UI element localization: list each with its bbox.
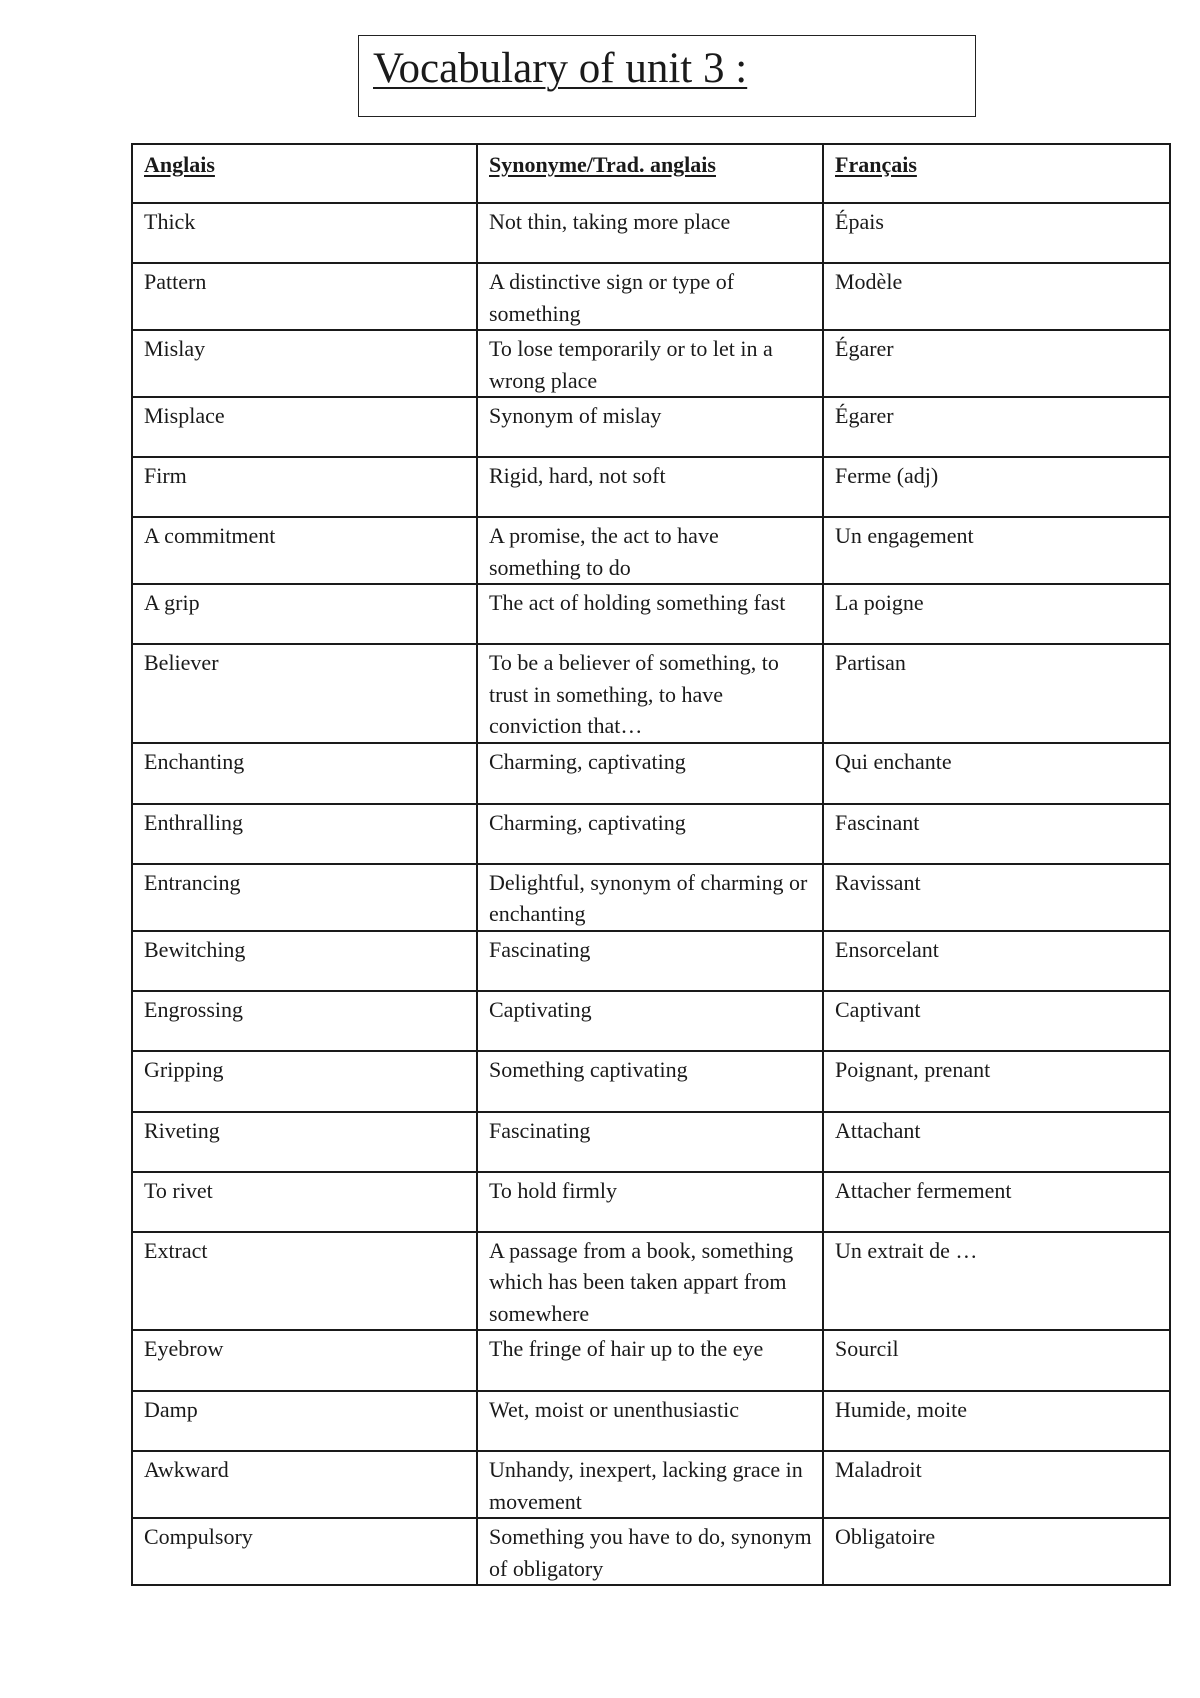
cell-french: Poignant, prenant <box>823 1051 1170 1112</box>
cell-english: A commitment <box>132 517 477 584</box>
cell-synonym: A passage from a book, something which has been taken appart from somewhere <box>477 1232 823 1331</box>
table-row <box>132 584 1170 644</box>
table-row <box>132 1232 1170 1331</box>
cell-french: Humide, moite <box>823 1391 1170 1451</box>
cell-english: Enchanting <box>132 743 477 804</box>
cell-english: A grip <box>132 584 477 644</box>
cell-french: Captivant <box>823 991 1170 1051</box>
table-header-row <box>132 144 1170 203</box>
cell-french: Modèle <box>823 263 1170 330</box>
cell-french: Ravissant <box>823 864 1170 931</box>
cell-synonym: Fascinating <box>477 931 823 991</box>
cell-synonym: Charming, captivating <box>477 804 823 864</box>
table-row <box>132 1391 1170 1451</box>
table-row <box>132 517 1170 584</box>
cell-synonym: Fascinating <box>477 1112 823 1172</box>
cell-synonym: The fringe of hair up to the eye <box>477 1330 823 1391</box>
table-row <box>132 644 1170 743</box>
table-row <box>132 1518 1170 1585</box>
cell-english: Bewitching <box>132 931 477 991</box>
cell-english: Believer <box>132 644 477 743</box>
cell-synonym: To hold firmly <box>477 1172 823 1232</box>
cell-synonym: Something you have to do, synonym of obligatory <box>477 1518 823 1585</box>
cell-french: Attachant <box>823 1112 1170 1172</box>
cell-synonym: Captivating <box>477 991 823 1051</box>
cell-english: Thick <box>132 203 477 263</box>
cell-synonym: The act of holding something fast <box>477 584 823 644</box>
table-row <box>132 330 1170 397</box>
cell-synonym: Delightful, synonym of charming or enchanting <box>477 864 823 931</box>
cell-synonym: Charming, captivating <box>477 743 823 804</box>
cell-english: Enthralling <box>132 804 477 864</box>
cell-english: Eyebrow <box>132 1330 477 1391</box>
cell-english: Misplace <box>132 397 477 457</box>
table-row <box>132 1330 1170 1391</box>
cell-french: Ensorcelant <box>823 931 1170 991</box>
cell-english: Entrancing <box>132 864 477 931</box>
cell-french: Un extrait de … <box>823 1232 1170 1331</box>
cell-synonym: A promise, the act to have something to do <box>477 517 823 584</box>
table-row <box>132 1451 1170 1518</box>
vocabulary-table <box>131 143 1171 1586</box>
cell-english: To rivet <box>132 1172 477 1232</box>
table-row <box>132 804 1170 864</box>
table-row <box>132 864 1170 931</box>
cell-english: Mislay <box>132 330 477 397</box>
cell-english: Engrossing <box>132 991 477 1051</box>
cell-french: Un engagement <box>823 517 1170 584</box>
cell-english: Firm <box>132 457 477 517</box>
table-row <box>132 203 1170 263</box>
table-row <box>132 743 1170 804</box>
header-synonyme: Synonyme/Trad. anglais <box>477 144 823 203</box>
cell-french: Qui enchante <box>823 743 1170 804</box>
table-row <box>132 1051 1170 1112</box>
cell-synonym: To be a believer of something, to trust in something, to have conviction that… <box>477 644 823 743</box>
cell-english: Awkward <box>132 1451 477 1518</box>
cell-english: Damp <box>132 1391 477 1451</box>
cell-synonym: Wet, moist or unenthusiastic <box>477 1391 823 1451</box>
cell-french: Partisan <box>823 644 1170 743</box>
cell-french: Égarer <box>823 330 1170 397</box>
cell-synonym: To lose temporarily or to let in a wrong place <box>477 330 823 397</box>
table-row <box>132 1112 1170 1172</box>
cell-synonym: Something captivating <box>477 1051 823 1112</box>
cell-english: Pattern <box>132 263 477 330</box>
cell-english: Extract <box>132 1232 477 1331</box>
cell-synonym: Synonym of mislay <box>477 397 823 457</box>
header-francais: Français <box>823 144 1170 203</box>
cell-french: Égarer <box>823 397 1170 457</box>
cell-french: Maladroit <box>823 1451 1170 1518</box>
cell-french: Sourcil <box>823 1330 1170 1391</box>
cell-french: Ferme (adj) <box>823 457 1170 517</box>
table-row <box>132 397 1170 457</box>
table-row <box>132 931 1170 991</box>
cell-french: Attacher fermement <box>823 1172 1170 1232</box>
cell-english: Compulsory <box>132 1518 477 1585</box>
cell-synonym: Not thin, taking more place <box>477 203 823 263</box>
cell-french: La poigne <box>823 584 1170 644</box>
page-title: Vocabulary of unit 3 : <box>373 45 748 92</box>
cell-synonym: A distinctive sign or type of something <box>477 263 823 330</box>
cell-synonym: Rigid, hard, not soft <box>477 457 823 517</box>
header-anglais: Anglais <box>132 144 477 203</box>
table-row <box>132 991 1170 1051</box>
table-row <box>132 263 1170 330</box>
table-row <box>132 457 1170 517</box>
cell-french: Obligatoire <box>823 1518 1170 1585</box>
title-box <box>358 35 976 117</box>
table-row <box>132 1172 1170 1232</box>
cell-french: Fascinant <box>823 804 1170 864</box>
cell-french: Épais <box>823 203 1170 263</box>
cell-english: Gripping <box>132 1051 477 1112</box>
cell-synonym: Unhandy, inexpert, lacking grace in movement <box>477 1451 823 1518</box>
cell-english: Riveting <box>132 1112 477 1172</box>
